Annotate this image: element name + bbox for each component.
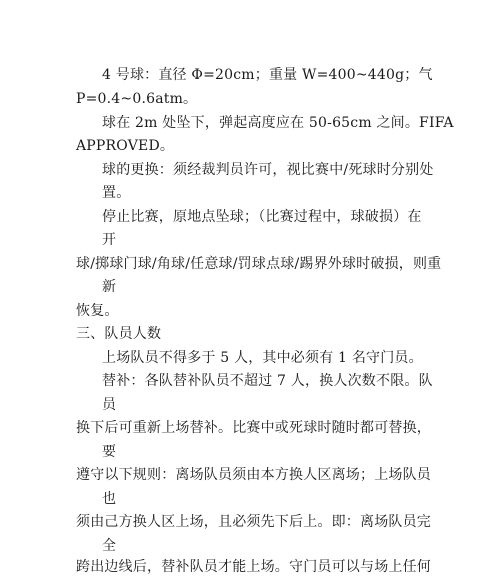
text-line: 球/掷球门球/角球/任意球/罚球点球/踢界外球时破损，则重 — [76, 256, 442, 272]
text-line: 全 — [102, 538, 117, 554]
text-line: 新 — [102, 279, 117, 295]
text-line: 开 — [102, 232, 117, 248]
text-line: 球在 2m 处坠下，弹起高度应在 50-65cm 之间。FIFA — [102, 115, 454, 131]
text-line: 替补：各队替补队员不超过 7 人，换人次数不限。队 — [102, 373, 433, 389]
text-line: 换下后可重新上场替补。比赛中或死球时随时都可替换， — [76, 420, 431, 436]
text-line: 要 — [102, 444, 117, 460]
text-line: 置。 — [102, 185, 131, 201]
text-line: 4 号球：直径 Φ=20cm；重量 W=400~440g；气 — [102, 67, 433, 83]
text-line: 也 — [102, 491, 117, 507]
text-line: 遵守以下规则：离场队员须由本方换人区离场；上场队员 — [76, 467, 431, 483]
text-line: 跨出边线后，替补队员才能上场。守门员可以与场上任何 — [76, 559, 431, 575]
section-heading: 三、队员人数 — [76, 326, 162, 342]
text-line: 上场队员不得多于 5 人，其中必须有 1 名守门员。 — [102, 350, 423, 366]
text-line: 须由己方换人区上场，且必须先下后上。即：离场队员完 — [76, 514, 431, 530]
text-line: APPROVED。 — [76, 138, 175, 154]
text-line: 恢复。 — [76, 303, 119, 319]
text-line: 停止比赛，原地点坠球；（比赛过程中，球破损）在 — [102, 209, 422, 225]
text-line: P=0.4~0.6atm。 — [76, 91, 198, 107]
text-line: 员 — [102, 397, 117, 413]
text-line: 球的更换：须经裁判员许可，视比赛中/死球时分别处 — [102, 162, 434, 178]
